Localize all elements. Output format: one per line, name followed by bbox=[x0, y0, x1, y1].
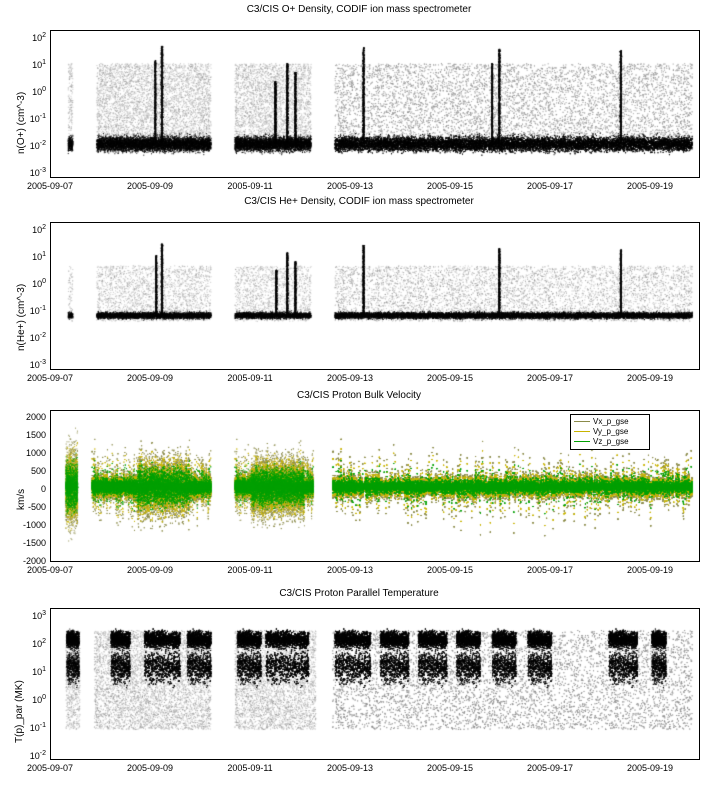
y-tick-label: $10^{-1}$ bbox=[29, 305, 46, 316]
x-tick-label: 2005-09-17 bbox=[526, 373, 574, 383]
panel-he-plus-density bbox=[0, 196, 718, 394]
y-tick-label: $10^{-3}$ bbox=[29, 167, 46, 178]
legend-item-vy bbox=[574, 427, 646, 437]
panel-proton-parallel-temperature bbox=[0, 588, 718, 788]
plot-area bbox=[50, 222, 700, 370]
x-tick-label: 2005-09-19 bbox=[626, 373, 674, 383]
panel-o-plus-density bbox=[0, 4, 718, 202]
legend-swatch-icon bbox=[574, 431, 590, 432]
y-axis-label: n(O+) (cm^-3) bbox=[16, 91, 27, 154]
y-tick-label: -1500 bbox=[22, 538, 46, 548]
x-tick-label: 2005-09-09 bbox=[126, 763, 174, 773]
panel-title: C3/CIS Proton Bulk Velocity bbox=[297, 390, 421, 401]
x-tick-label: 2005-09-11 bbox=[227, 763, 273, 773]
y-tick-label: $10^{-1}$ bbox=[29, 113, 46, 124]
y-tick-label: $10^{-2}$ bbox=[29, 140, 46, 151]
y-tick-label: $10^1$ bbox=[32, 666, 46, 677]
legend bbox=[570, 414, 650, 450]
y-tick-label: -2000 bbox=[22, 556, 46, 566]
y-axis-label: n(He+) (cm^-3) bbox=[16, 283, 27, 351]
x-tick-label: 2005-09-13 bbox=[326, 181, 374, 191]
y-tick-label: $10^1$ bbox=[32, 59, 46, 70]
x-tick-label: 2005-09-11 bbox=[227, 565, 273, 575]
legend-item-vx bbox=[574, 417, 646, 427]
x-tick-label: 2005-09-17 bbox=[526, 565, 574, 575]
y-tick-label: $10^2$ bbox=[32, 638, 46, 649]
legend-label: Vz_p_gse bbox=[593, 437, 629, 446]
panel-title: C3/CIS Proton Parallel Temperature bbox=[279, 588, 439, 599]
y-axis-label: T(p)_par (MK) bbox=[14, 680, 25, 743]
x-tick-label: 2005-09-15 bbox=[426, 763, 474, 773]
x-tick-label: 2005-09-11 bbox=[227, 373, 273, 383]
legend-label: Vy_p_gse bbox=[593, 427, 629, 436]
y-tick-label: $10^0$ bbox=[32, 86, 46, 97]
x-tick-label: 2005-09-11 bbox=[227, 181, 273, 191]
x-tick-label: 2005-09-17 bbox=[526, 763, 574, 773]
panel-title: C3/CIS He+ Density, CODIF ion mass spectrometer bbox=[244, 196, 474, 207]
legend-item-vz bbox=[574, 437, 646, 447]
y-tick-label: $10^{-2}$ bbox=[29, 750, 46, 761]
y-tick-label: 2000 bbox=[25, 412, 46, 422]
y-tick-label: $10^2$ bbox=[32, 32, 46, 43]
panel-proton-bulk-velocity bbox=[0, 390, 718, 590]
panel-title: C3/CIS O+ Density, CODIF ion mass spectrometer bbox=[246, 4, 472, 15]
x-tick-label: 2005-09-09 bbox=[126, 181, 174, 191]
y-tick-label: 500 bbox=[30, 466, 46, 476]
y-tick-label: $10^{-3}$ bbox=[29, 359, 46, 370]
x-tick-label: 2005-09-19 bbox=[626, 181, 674, 191]
x-tick-label: 2005-09-09 bbox=[126, 373, 174, 383]
x-tick-label: 2005-09-13 bbox=[326, 565, 374, 575]
x-tick-label: 2005-09-15 bbox=[426, 565, 474, 575]
x-tick-label: 2005-09-19 bbox=[626, 565, 674, 575]
x-tick-label: 2005-09-13 bbox=[326, 763, 374, 773]
plot-area bbox=[50, 30, 700, 178]
y-tick-label: $10^3$ bbox=[32, 610, 46, 621]
y-tick-label: 1500 bbox=[25, 430, 46, 440]
y-tick-label: $10^{-1}$ bbox=[29, 722, 46, 733]
y-tick-label: 0 bbox=[40, 484, 46, 494]
legend-label: Vx_p_gse bbox=[593, 417, 629, 426]
x-tick-label: 2005-09-19 bbox=[626, 763, 674, 773]
x-tick-label: 2005-09-07 bbox=[26, 181, 74, 191]
y-tick-label: -500 bbox=[27, 502, 46, 512]
x-tick-label: 2005-09-13 bbox=[326, 373, 374, 383]
x-tick-label: 2005-09-15 bbox=[426, 181, 474, 191]
legend-swatch-icon bbox=[574, 441, 590, 442]
x-tick-label: 2005-09-17 bbox=[526, 181, 574, 191]
y-tick-label: $10^2$ bbox=[32, 224, 46, 235]
y-tick-label: -1000 bbox=[22, 520, 46, 530]
x-tick-label: 2005-09-07 bbox=[26, 373, 74, 383]
x-tick-label: 2005-09-07 bbox=[26, 763, 74, 773]
y-tick-label: $10^1$ bbox=[32, 251, 46, 262]
y-tick-label: $10^0$ bbox=[32, 278, 46, 289]
y-axis-label: km/s bbox=[16, 488, 27, 510]
y-tick-label: 1000 bbox=[25, 448, 46, 458]
legend-swatch-icon bbox=[574, 421, 590, 422]
plot-area bbox=[50, 608, 700, 760]
x-tick-label: 2005-09-07 bbox=[26, 565, 74, 575]
x-tick-label: 2005-09-15 bbox=[426, 373, 474, 383]
x-tick-label: 2005-09-09 bbox=[126, 565, 174, 575]
y-tick-label: $10^0$ bbox=[32, 694, 46, 705]
y-tick-label: $10^{-2}$ bbox=[29, 332, 46, 343]
